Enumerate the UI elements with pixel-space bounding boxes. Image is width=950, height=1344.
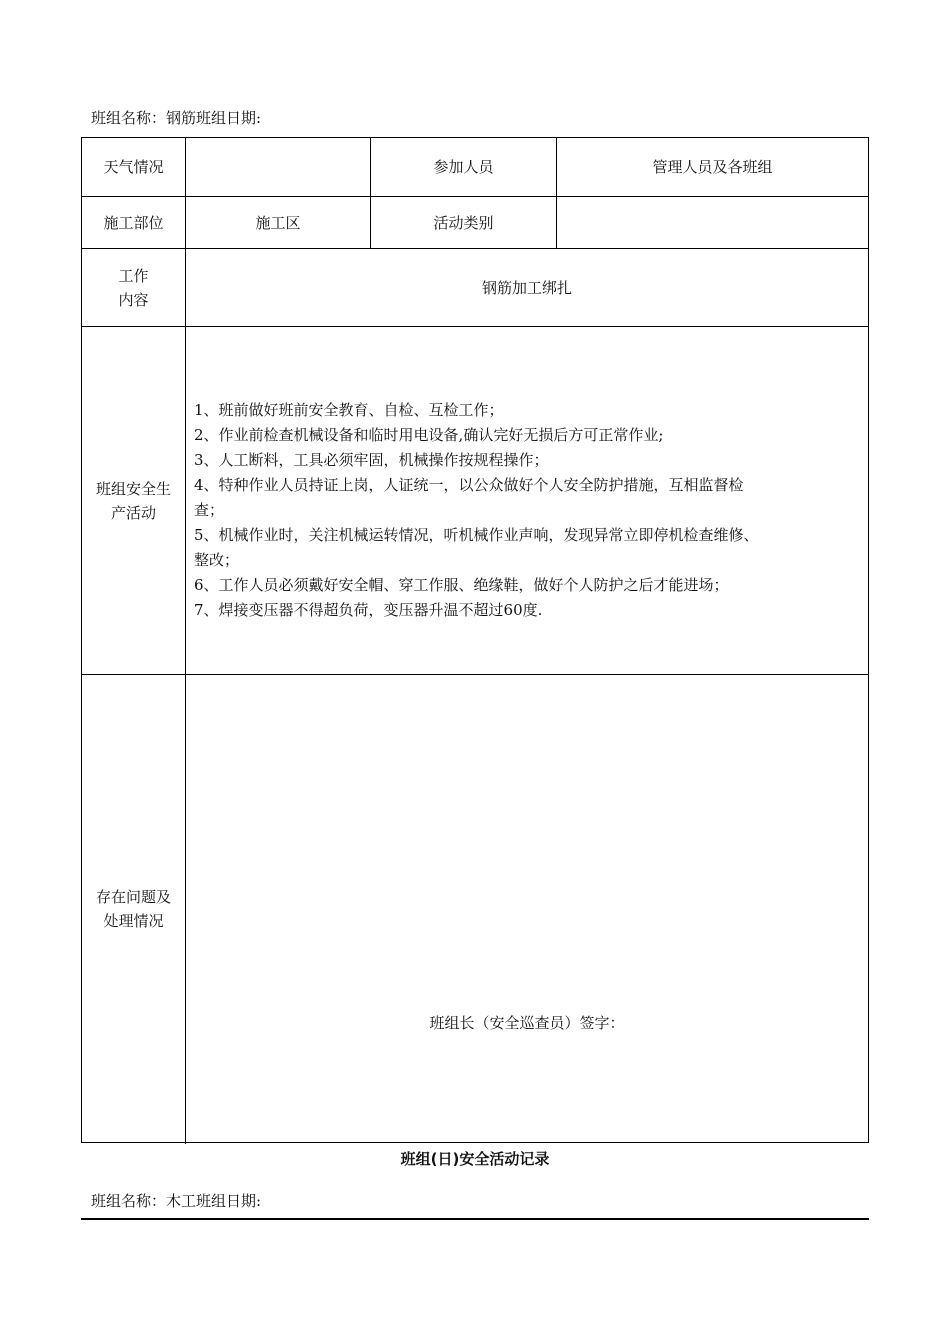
team-header: 班组名称：钢筋班组日期: xyxy=(91,109,262,127)
section-title: 班组(日)安全活动记录 xyxy=(400,1150,550,1168)
leader-signature: 班组长（安全巡查员）签字： xyxy=(429,1014,625,1032)
issues-label-line2: 处理情况 xyxy=(103,911,164,930)
work-content-label-line1: 工作 xyxy=(118,266,149,285)
location-label: 施工部位 xyxy=(103,213,164,232)
list-item: 4、特种作业人员持证上岗，人证统一，以公众做好个人安全防护措施，互相监督检查； xyxy=(194,476,744,519)
safety-activity-label xyxy=(82,327,185,674)
work-content-label xyxy=(82,249,185,326)
list-item: 2、作业前检查机械设备和临时用电设备,确认完好无损后方可正常作业; xyxy=(194,426,664,444)
weather-value xyxy=(186,138,370,196)
activity-type-label: 活动类别 xyxy=(433,213,494,232)
issues-label-line1: 存在问题及 xyxy=(95,887,171,906)
list-item: 7、焊接变压器不得超负荷，变压器升温不超过60度. xyxy=(194,601,543,619)
participants-value: 管理人员及各班组 xyxy=(652,158,773,176)
row-divider xyxy=(82,326,868,327)
safety-activity-label-line1: 班组安全生 xyxy=(95,479,171,498)
table-top-border xyxy=(81,1218,869,1220)
list-item: 1、班前做好班前安全教育、自检、互检工作； xyxy=(194,401,504,419)
location-value: 施工区 xyxy=(255,213,301,232)
weather-label: 天气情况 xyxy=(103,158,164,176)
work-content-value: 钢筋加工绑扎 xyxy=(481,278,572,297)
list-item: 6、工作人员必须戴好安全帽、穿工作服、绝缘鞋，做好个人防护之后才能进场； xyxy=(194,576,729,594)
list-item: 3、人工断料，工具必须牢固，机械操作按规程操作； xyxy=(194,451,549,469)
team-header-bottom: 班组名称：木工班组日期: xyxy=(91,1192,262,1210)
safety-activity-list xyxy=(194,398,759,623)
work-content-label-line2: 内容 xyxy=(118,290,149,309)
participants-label: 参加人员 xyxy=(433,158,494,176)
safety-activity-label-line2: 产活动 xyxy=(110,503,156,522)
activity-type-value xyxy=(557,197,868,248)
activity-record-table xyxy=(81,137,869,1143)
list-item: 5、机械作业时，关注机械运转情况，听机械作业声响，发现异常立即停机检查维修、整改； xyxy=(194,526,759,569)
row-divider xyxy=(82,674,868,675)
issues-label xyxy=(82,675,185,1142)
